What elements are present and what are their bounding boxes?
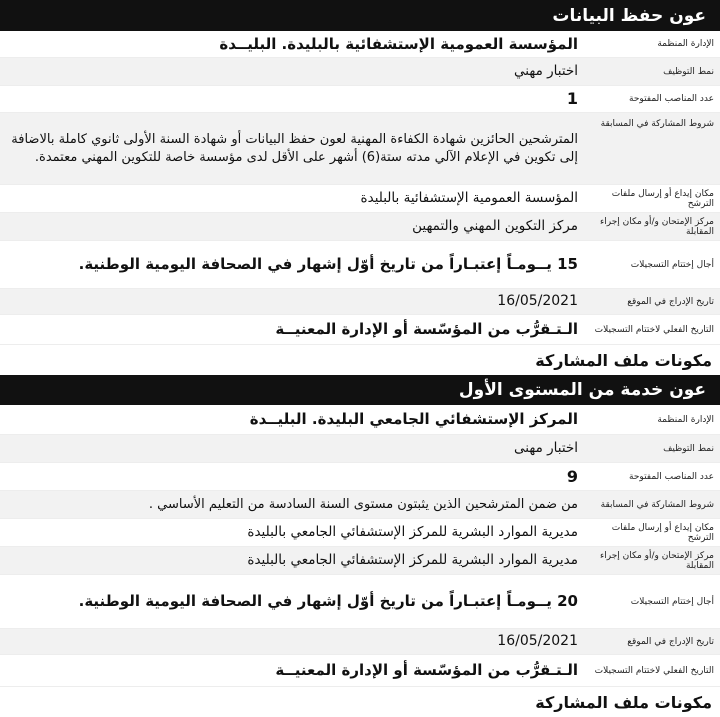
job-2-actual-close-value: الـتـقرُّب من المؤسّسة أو الإدارة المعنيــة [275, 661, 578, 680]
deadline-label: أجال إختتام التسجيلات [630, 596, 714, 607]
job-2-posted-row [0, 629, 720, 655]
job-2-actual-close-row [0, 655, 720, 687]
job-1-conditions-value: المترشحين الحائزين شهادة الكفاءة المهنية لعون حفظ البيانات أو شهادة السنة الأولى ثانوي كاملة بالاضافة إلى تكوين في الإعلام الآلي مدته ستة(6) أشهر على الأقل لدى مؤسسة خاصة للتكوين المهني معتمدة. [11, 131, 578, 165]
job-1-org-row [0, 31, 720, 58]
job-2-positions-value: 9 [566, 466, 578, 486]
exam-place-label: مركز الإمتحان و/أو مكان إجراء المقابلة [600, 216, 714, 237]
job-2-file-place-row [0, 519, 720, 547]
actual-close-label: التاريخ الفعلي لاختتام التسجيلات [594, 665, 714, 676]
job-2-posted-value [0, 629, 584, 654]
job-1-org-value: المؤسسة العمومية الإستشفائية بالبليدة. البليــدة [219, 34, 578, 53]
job-1-file-place-row [0, 185, 720, 213]
job-1-posted-date: 16/05/2021 [497, 293, 578, 310]
job-1-type-row [0, 58, 720, 86]
job-1-deadline-row [0, 241, 720, 289]
job-2-exam-place-value: مديرية الموارد البشرية للمركز الإستشفائي الجامعي بالبليدة [247, 552, 578, 569]
org-label: الإدارة المنظمة [657, 39, 714, 49]
positions-label: عدد المناصب المفتوحة [629, 471, 714, 482]
conditions-label: شروط المشاركة في المسابقة [600, 499, 714, 510]
conditions-label: شروط المشاركة في المسابقة [600, 119, 714, 129]
job-2-deadline-row [0, 575, 720, 629]
job-1-posted-row [0, 289, 720, 315]
job-1-conditions-row [0, 113, 720, 185]
type-label: نمط التوظيف [663, 66, 714, 77]
job-2-exam-place-row [0, 547, 720, 575]
job-2-posted-date: 16/05/2021 [497, 633, 578, 650]
job-1-exam-place-value: مركز التكوين المهني والتمهين [412, 218, 578, 235]
exam-place-label: مركز الإمتحان و/أو مكان إجراء المقابلة [600, 550, 714, 571]
job-1-docs-heading: مكونات ملف المشاركة [535, 350, 712, 370]
job-2-title: عون خدمة من المستوى الأول [0, 375, 720, 405]
posted-label: تاريخ الإدراج في الموقع [627, 636, 714, 647]
job-1-deadline-value: 15 يــومـاً إعتبـاراً من تاريخ أوّل إشهار في الصحافة اليومية الوطنية. [78, 255, 578, 274]
job-2-docs-heading: مكونات ملف المشاركة [535, 692, 712, 712]
job-1-exam-place-row [0, 213, 720, 241]
job-1-file-place-value: المؤسسة العمومية الإستشفائية بالبليدة [360, 190, 578, 207]
job-2-file-place-value: مديرية الموارد البشرية للمركز الإستشفائي الجامعي بالبليدة [247, 524, 578, 541]
job-2-org-value: المركز الإستشفائي الجامعي البليدة. البليــدة [249, 410, 578, 429]
job-2-positions-row [0, 463, 720, 491]
job-1-actual-close-row [0, 315, 720, 345]
job-2-conditions-value: من ضمن المترشحين الذين يثبتون مستوى السنة السادسة من التعليم الأساسي . [148, 496, 578, 512]
org-label: الإدارة المنظمة [657, 414, 714, 425]
file-place-label: مكان إيداع أو إرسال ملفات الترشح [611, 522, 714, 543]
deadline-label: أجال إختتام التسجيلات [630, 259, 714, 270]
job-1-posted-value [0, 289, 584, 314]
job-2-type-value: اختبار مهنى [514, 440, 578, 457]
positions-label: عدد المناصب المفتوحة [629, 94, 714, 104]
job-1-type-value: اختبار مهني [514, 63, 578, 80]
posted-label: تاريخ الإدراج في الموقع [627, 296, 714, 307]
job-1-actual-close-value: الـتـقرُّب من المؤسّسة أو الإدارة المعنيــة [275, 320, 578, 339]
job-2-conditions-row [0, 491, 720, 519]
job-2-org-row [0, 405, 720, 435]
actual-close-label: التاريخ الفعلي لاختتام التسجيلات [594, 324, 714, 335]
job-1-positions-row [0, 86, 720, 113]
job-1-title: عون حفظ البيانات [0, 0, 720, 31]
job-1-positions-value: 1 [566, 89, 578, 109]
job-2-type-row [0, 435, 720, 463]
type-label: نمط التوظيف [663, 443, 714, 454]
job-2-deadline-value: 20 يــومـاً إعتبـاراً من تاريخ أوّل إشهار في الصحافة اليومية الوطنية. [78, 592, 578, 611]
file-place-label: مكان إيداع أو إرسال ملفات الترشح [611, 188, 714, 209]
